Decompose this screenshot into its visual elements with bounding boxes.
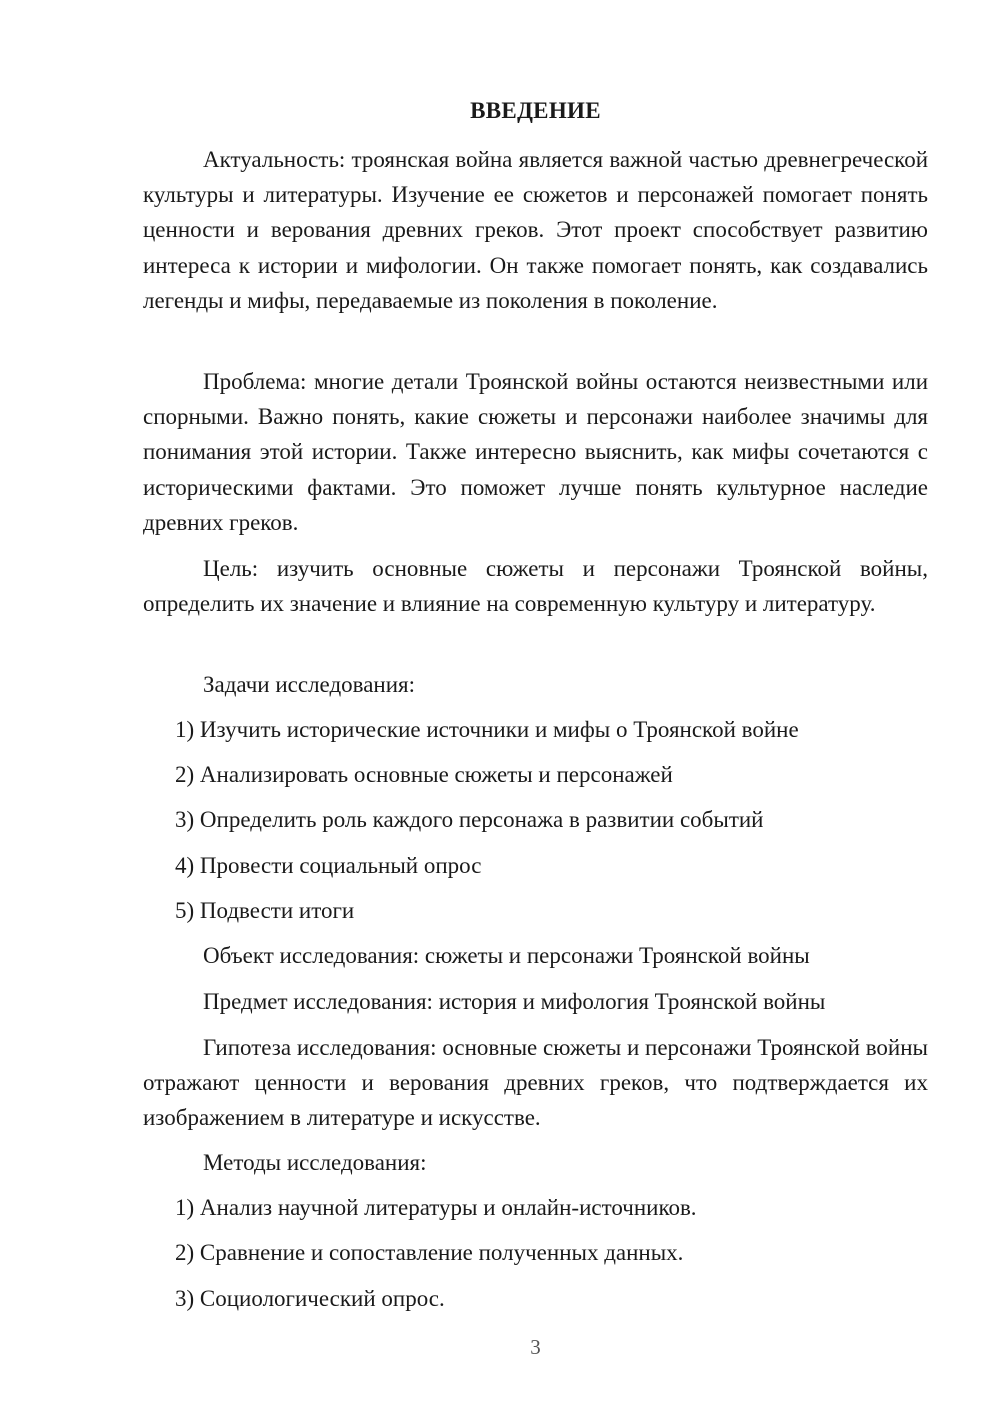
goal-paragraph: Цель: изучить основные сюжеты и персонажи Троянской войны, определить их значение и влияние на современную культуру и литературу. bbox=[143, 556, 928, 617]
task-item: 4) Провести социальный опрос bbox=[175, 853, 482, 878]
subject-line: Предмет исследования: история и мифология Троянской войны bbox=[203, 989, 826, 1014]
object-line: Объект исследования: сюжеты и персонажи Троянской войны bbox=[203, 943, 810, 968]
hypothesis-paragraph: Гипотеза исследования: основные сюжеты и персонажи Троянской войны отражают ценности и верования древних греков, что подтверждается их изображением в литературе и искусстве. bbox=[143, 1035, 928, 1131]
method-item: 3) Социологический опрос. bbox=[175, 1286, 445, 1311]
methods-heading: Методы исследования: bbox=[203, 1150, 427, 1175]
task-item: 2) Анализировать основные сюжеты и персонажей bbox=[175, 762, 673, 787]
task-item: 3) Определить роль каждого персонажа в развитии событий bbox=[175, 807, 764, 832]
problem-paragraph: Проблема: многие детали Троянской войны остаются неизвестными или спорными. Важно понять, какие сюжеты и персонажи наиболее значимы для понимания этой истории. Также интересно выяснить, как мифы сочетаются с историческими фактами. Это поможет лучше понять культурное наследие древних греков. bbox=[143, 369, 928, 535]
task-item: 5) Подвести итоги bbox=[175, 898, 355, 923]
method-item: 1) Анализ научной литературы и онлайн-источников. bbox=[175, 1195, 697, 1220]
tasks-heading: Задачи исследования: bbox=[203, 672, 416, 697]
page-number: 3 bbox=[530, 1335, 541, 1359]
relevance-paragraph: Актуальность: троянская война является важной частью древнегреческой культуры и литературы. Изучение ее сюжетов и персонажей помогает понять ценности и верования древних греков. Этот проект способствует развитию интереса к истории и мифологии. Он также помогает понять, как создавались легенды и мифы, передаваемые из поколения в поколение. bbox=[143, 147, 928, 313]
method-item: 2) Сравнение и сопоставление полученных данных. bbox=[175, 1240, 684, 1265]
task-item: 1) Изучить исторические источники и мифы о Троянской войне bbox=[175, 717, 799, 742]
page-title: ВВЕДЕНИЕ bbox=[470, 98, 601, 123]
